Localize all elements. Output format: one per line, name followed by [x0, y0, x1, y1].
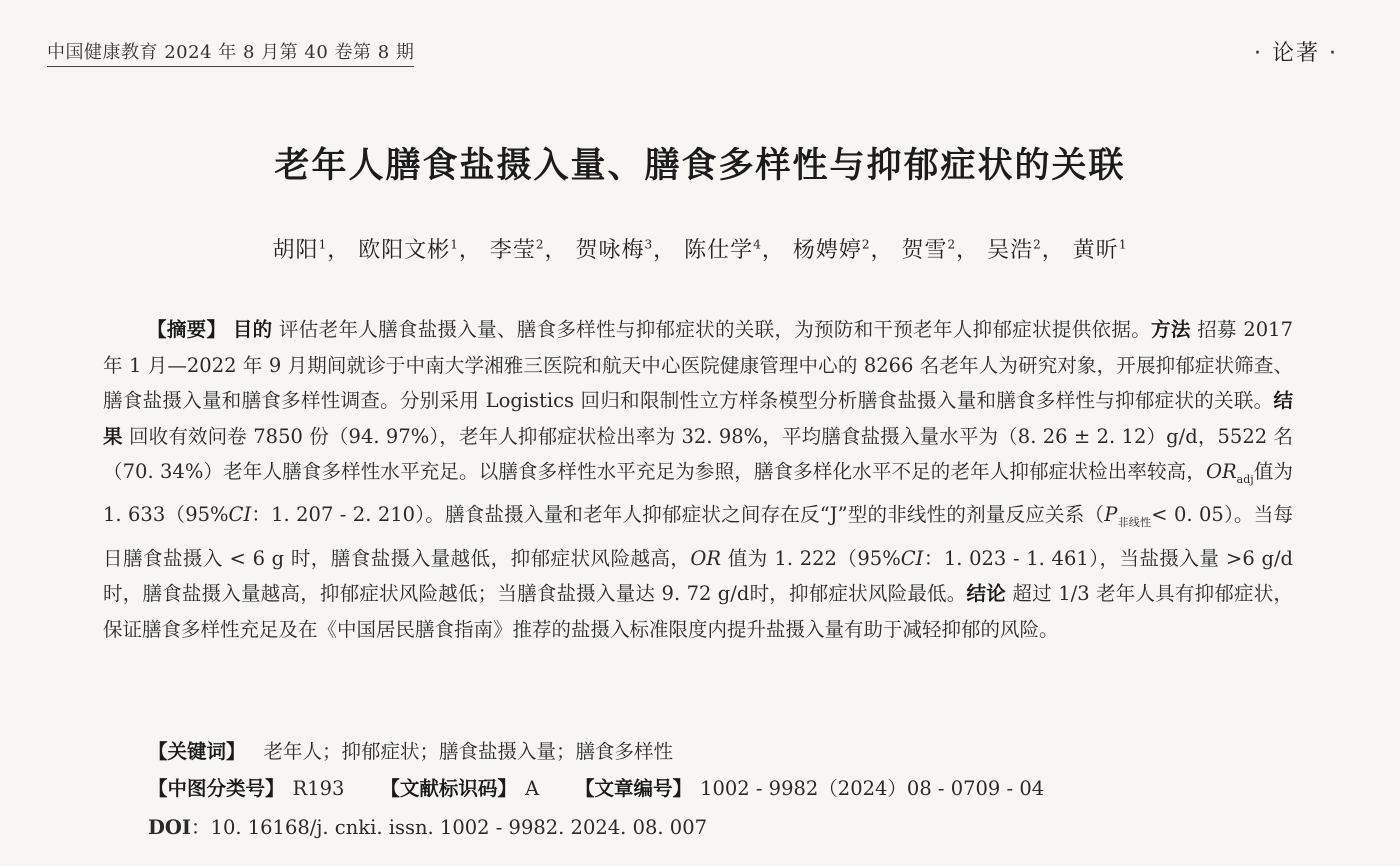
- abstract-label: 【摘要】: [147, 318, 227, 341]
- results-text: 值为 1. 633（95%: [103, 460, 1293, 527]
- author-affiliation: 1: [1118, 237, 1128, 252]
- author-affiliation: 2: [535, 237, 545, 252]
- doi-label: DOI: [148, 816, 192, 839]
- doi-value: ：10. 16168/j. cnki. issn. 1002 - 9982. 2024. 08. 007: [191, 816, 708, 839]
- results-text: ：1. 023 - 1. 461），当盐摄入量 >6 g/d 时，膳食盐摄入量越高，抑郁症状风险越低；当膳食盐摄入量达 9. 72 g/d时，抑郁症状风险最低。: [103, 546, 1293, 606]
- author: 杨娉婷: [792, 238, 862, 263]
- keywords-line: [148, 736, 673, 764]
- author: 欧阳文彬: [358, 238, 451, 263]
- objective-label: 目的: [232, 318, 273, 341]
- or-adj-label: OR: [1205, 460, 1237, 483]
- article-number-label: 【文章编号】: [575, 777, 693, 800]
- methods-label: 方法: [1151, 318, 1191, 341]
- methods-text: 招募 2017 年 1 月—2022 年 9 月期间就诊于中南大学湘雅三医院和航天中心医院健康管理中心的 8266 名老年人为研究对象，开展抑郁症状筛查、膳食盐摄入量和膳食多样性调查。分别采用 Logistics 回归和限制性立方样条模型分析膳食盐摄入量和膳食多样性与抑郁症状的关联。: [103, 318, 1293, 412]
- objective-text: 评估老年人膳食盐摄入量、膳食多样性与抑郁症状的关联，为预防和干预老年人抑郁症状提供依据。: [278, 318, 1152, 341]
- clc-value: R193: [292, 777, 345, 800]
- author: 贺雪: [901, 238, 948, 263]
- author-affiliation: 4: [753, 237, 762, 252]
- abstract: [103, 312, 1293, 647]
- journal-reference: 中国健康教育 2024 年 8 月第 40 卷第 8 期: [47, 38, 414, 67]
- author: 李莹: [489, 238, 536, 263]
- author-affiliation: 1: [450, 237, 459, 252]
- article-number-value: 1002 - 9982（2024）08 - 0709 - 04: [700, 777, 1045, 800]
- clc-label: 【中图分类号】: [148, 777, 285, 800]
- author: 黄昕: [1072, 238, 1119, 263]
- results-text: < 0. 05）。当每日膳食盐摄入 < 6 g 时，膳食盐摄入量越低，抑郁症状风险越高，: [103, 503, 1293, 570]
- or-label: OR: [690, 546, 722, 570]
- author: 胡阳: [272, 238, 319, 263]
- or-adj-subscript: adj: [1236, 472, 1254, 486]
- classification-line: [148, 773, 1044, 801]
- doc-code-label: 【文献标识码】: [380, 777, 517, 800]
- author-affiliation: 2: [947, 237, 957, 252]
- doc-code-value: A: [524, 777, 540, 800]
- author-affiliation: 1: [318, 237, 328, 252]
- author-list: 胡阳$^1$， 欧阳文彬$^1$， 李莹$^2$， 贺咏梅$^3$， 陈仕学$^4$， 杨娉婷$^2$， 贺雪$^2$， 吴浩$^2$， 黄昕$^1$: [272, 237, 1128, 263]
- section-tag: · 论著 ·: [1254, 41, 1338, 66]
- author-affiliation: 2: [861, 237, 871, 252]
- results-text: 值为 1. 222（95%: [727, 546, 901, 570]
- author: 陈仕学: [684, 238, 754, 263]
- author: 贺咏梅: [575, 238, 645, 263]
- results-text: ：1. 207 - 2. 210）。膳食盐摄入量和老年人抑郁症状之间存在反“J”型的非线性的剂量反应关系（: [251, 503, 1105, 527]
- keywords-value: 老年人；抑郁症状；膳食盐摄入量；膳食多样性: [263, 740, 674, 763]
- p-label: P: [1104, 503, 1118, 527]
- ci-label: CI: [900, 546, 924, 570]
- conclusion-text: 超过 1/3 老年人具有抑郁症状，保证膳食多样性充足及在《中国居民膳食指南》推荐的盐摄入标准限度内提升盐摄入量有助于减轻抑郁的风险。: [103, 582, 1293, 641]
- keywords-label: 【关键词】: [148, 740, 246, 763]
- conclusion-label: 结论: [966, 582, 1006, 606]
- ci-label: CI: [228, 503, 252, 527]
- doi-line: [148, 812, 707, 840]
- results-text: 回收有效问卷 7850 份（94. 97%），老年人抑郁症状检出率为 32. 98%，平均膳食盐摄入量水平为（8. 26 ± 2. 12）g/d，5522 名（70. 34%）老年人膳食多样性水平充足。以膳食多样性水平充足为参照，膳食多样化水平不足的老年人抑郁症状检出率较高，: [103, 424, 1293, 483]
- p-subscript: 非线性: [1117, 516, 1152, 530]
- author-affiliation: 2: [1033, 237, 1042, 252]
- results-label: 结果: [103, 389, 1293, 448]
- author-affiliation: 3: [644, 237, 654, 252]
- author: 吴浩: [987, 238, 1034, 263]
- article-title: 老年人膳食盐摄入量、膳食多样性与抑郁症状的关联: [274, 146, 1126, 186]
